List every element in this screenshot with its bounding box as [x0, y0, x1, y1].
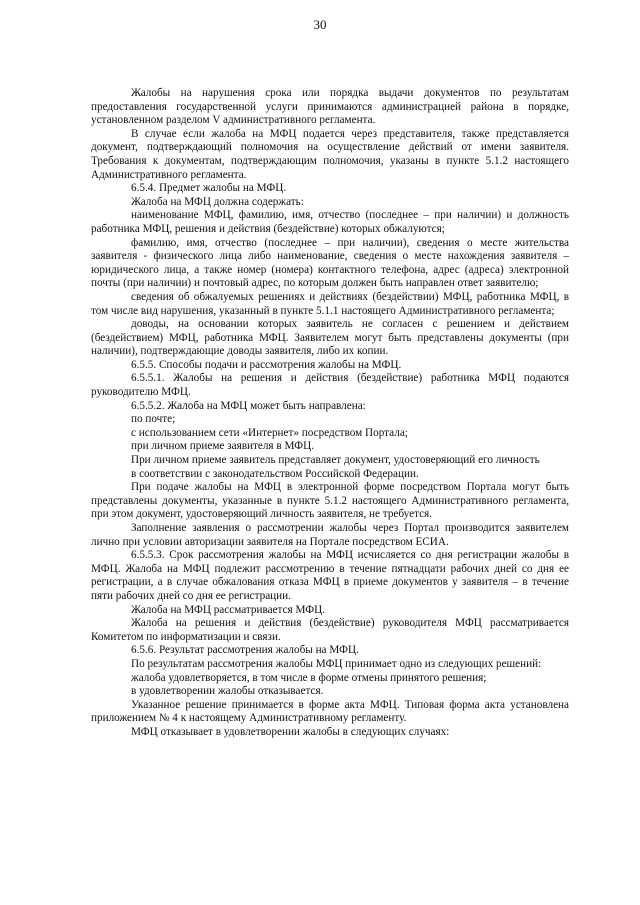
list-item: по почте;	[131, 413, 176, 426]
paragraph: 6.5.5.1. Жалобы на решения и действия (бездействие) работника МФЦ подаются руководителю МФЦ.	[91, 372, 569, 399]
paragraph: При личном приеме заявитель представляет документ, удостоверяющий его личность	[131, 454, 540, 467]
list-item: фамилию, имя, отчество (последнее – при наличии), сведения о месте жительства заявителя - физического лица либо наименование, сведения о месте нахождения заявителя – юридического лица, а также номер (номера) контактного телефона, адрес (адреса) электронной почты (при наличии) и почтовый адрес, по которым должен быть направлен ответ заявителю;	[91, 236, 569, 290]
paragraph: в соответствии с законодательством Российской Федерации.	[131, 467, 419, 480]
paragraph: Жалобы на нарушения срока или порядка выдачи документов по результатам предоставления государственной услуги принимаются администрацией района в порядке, установленном разделом V административного регламента.	[91, 87, 569, 127]
paragraph: Жалоба на МФЦ должна содержать:	[131, 195, 304, 208]
paragraph: В случае если жалоба на МФЦ подается через представителя, также представляется документ, подтверждающий полномочия на осуществление действий от имени заявителя. Требования к документам, подтверждающим полномочия, указаны в пункте 5.1.2 настоящего Административного регламента.	[91, 127, 569, 181]
page-number: 30	[313, 17, 327, 32]
list-item: с использованием сети «Интернет» посредством Портала;	[131, 426, 408, 439]
paragraph: МФЦ отказывает в удовлетворении жалобы в следующих случаях:	[131, 725, 450, 738]
paragraph: 6.5.5.3. Срок рассмотрения жалобы на МФЦ исчисляется со дня регистрации жалобы в МФЦ. Жалоба на МФЦ подлежит рассмотрению в течение пятнадцати рабочих дней со дня ее регистрации, а в случае обжалования отказа МФЦ в приеме документов у заявителя – в течение пяти рабочих дней со дня ее регистрации.	[91, 549, 569, 602]
paragraph: При подаче жалобы на МФЦ в электронной форме посредством Портала могут быть представлены документы, указанные в пункте 5.1.2 настоящего Административного регламента, при этом документ, удостоверяющий личность заявителя, не требуется.	[91, 481, 569, 521]
paragraph: Жалоба на решения и действия (бездействие) руководителя МФЦ рассматривается Комитетом по информатизации и связи.	[91, 617, 569, 643]
paragraph: 6.5.5.2. Жалоба на МФЦ может быть направлена:	[131, 399, 366, 412]
paragraph: Жалоба на МФЦ рассматривается МФЦ.	[131, 603, 325, 616]
document-body	[91, 87, 569, 740]
paragraph: Заполнение заявления о рассмотрении жалобы через Портал производится заявителем лично при условии авторизации заявителя на Портале посредством ЕСИА.	[91, 522, 569, 548]
section-heading: 6.5.5. Способы подачи и рассмотрения жалобы на МФЦ.	[131, 358, 402, 371]
list-item: сведения об обжалуемых решениях и действиях (бездействии) МФЦ, работника МФЦ, в том числе вид нарушения, указанный в пункте 5.1.1 настоящего Административного регламента;	[91, 290, 569, 317]
section-heading: 6.5.6. Результат рассмотрения жалобы на МФЦ.	[131, 644, 359, 657]
section-heading: 6.5.4. Предмет жалобы на МФЦ.	[131, 182, 287, 195]
list-item: наименование МФЦ, фамилию, имя, отчество (последнее – при наличии) и должность работника МФЦ, решения и действия (бездействие) которых обжалуются;	[91, 209, 569, 235]
list-item: доводы, на основании которых заявитель не согласен с решением и действием (бездействием) МФЦ, работника МФЦ. Заявителем могут быть представлены документы (при наличии), подтверждающие доводы заявителя, либо их копии.	[91, 318, 569, 358]
list-item: в удовлетворении жалобы отказывается.	[131, 685, 324, 698]
paragraph: По результатам рассмотрения жалобы МФЦ принимает одно из следующих решений:	[131, 657, 542, 670]
list-item: при личном приеме заявителя в МФЦ.	[131, 440, 314, 453]
list-item: жалоба удовлетворяется, в том числе в форме отмены принятого решения;	[131, 671, 487, 684]
paragraph: Указанное решение принимается в форме акта МФЦ. Типовая форма акта установлена приложением № 4 к настоящему Административному регламенту.	[91, 698, 569, 725]
